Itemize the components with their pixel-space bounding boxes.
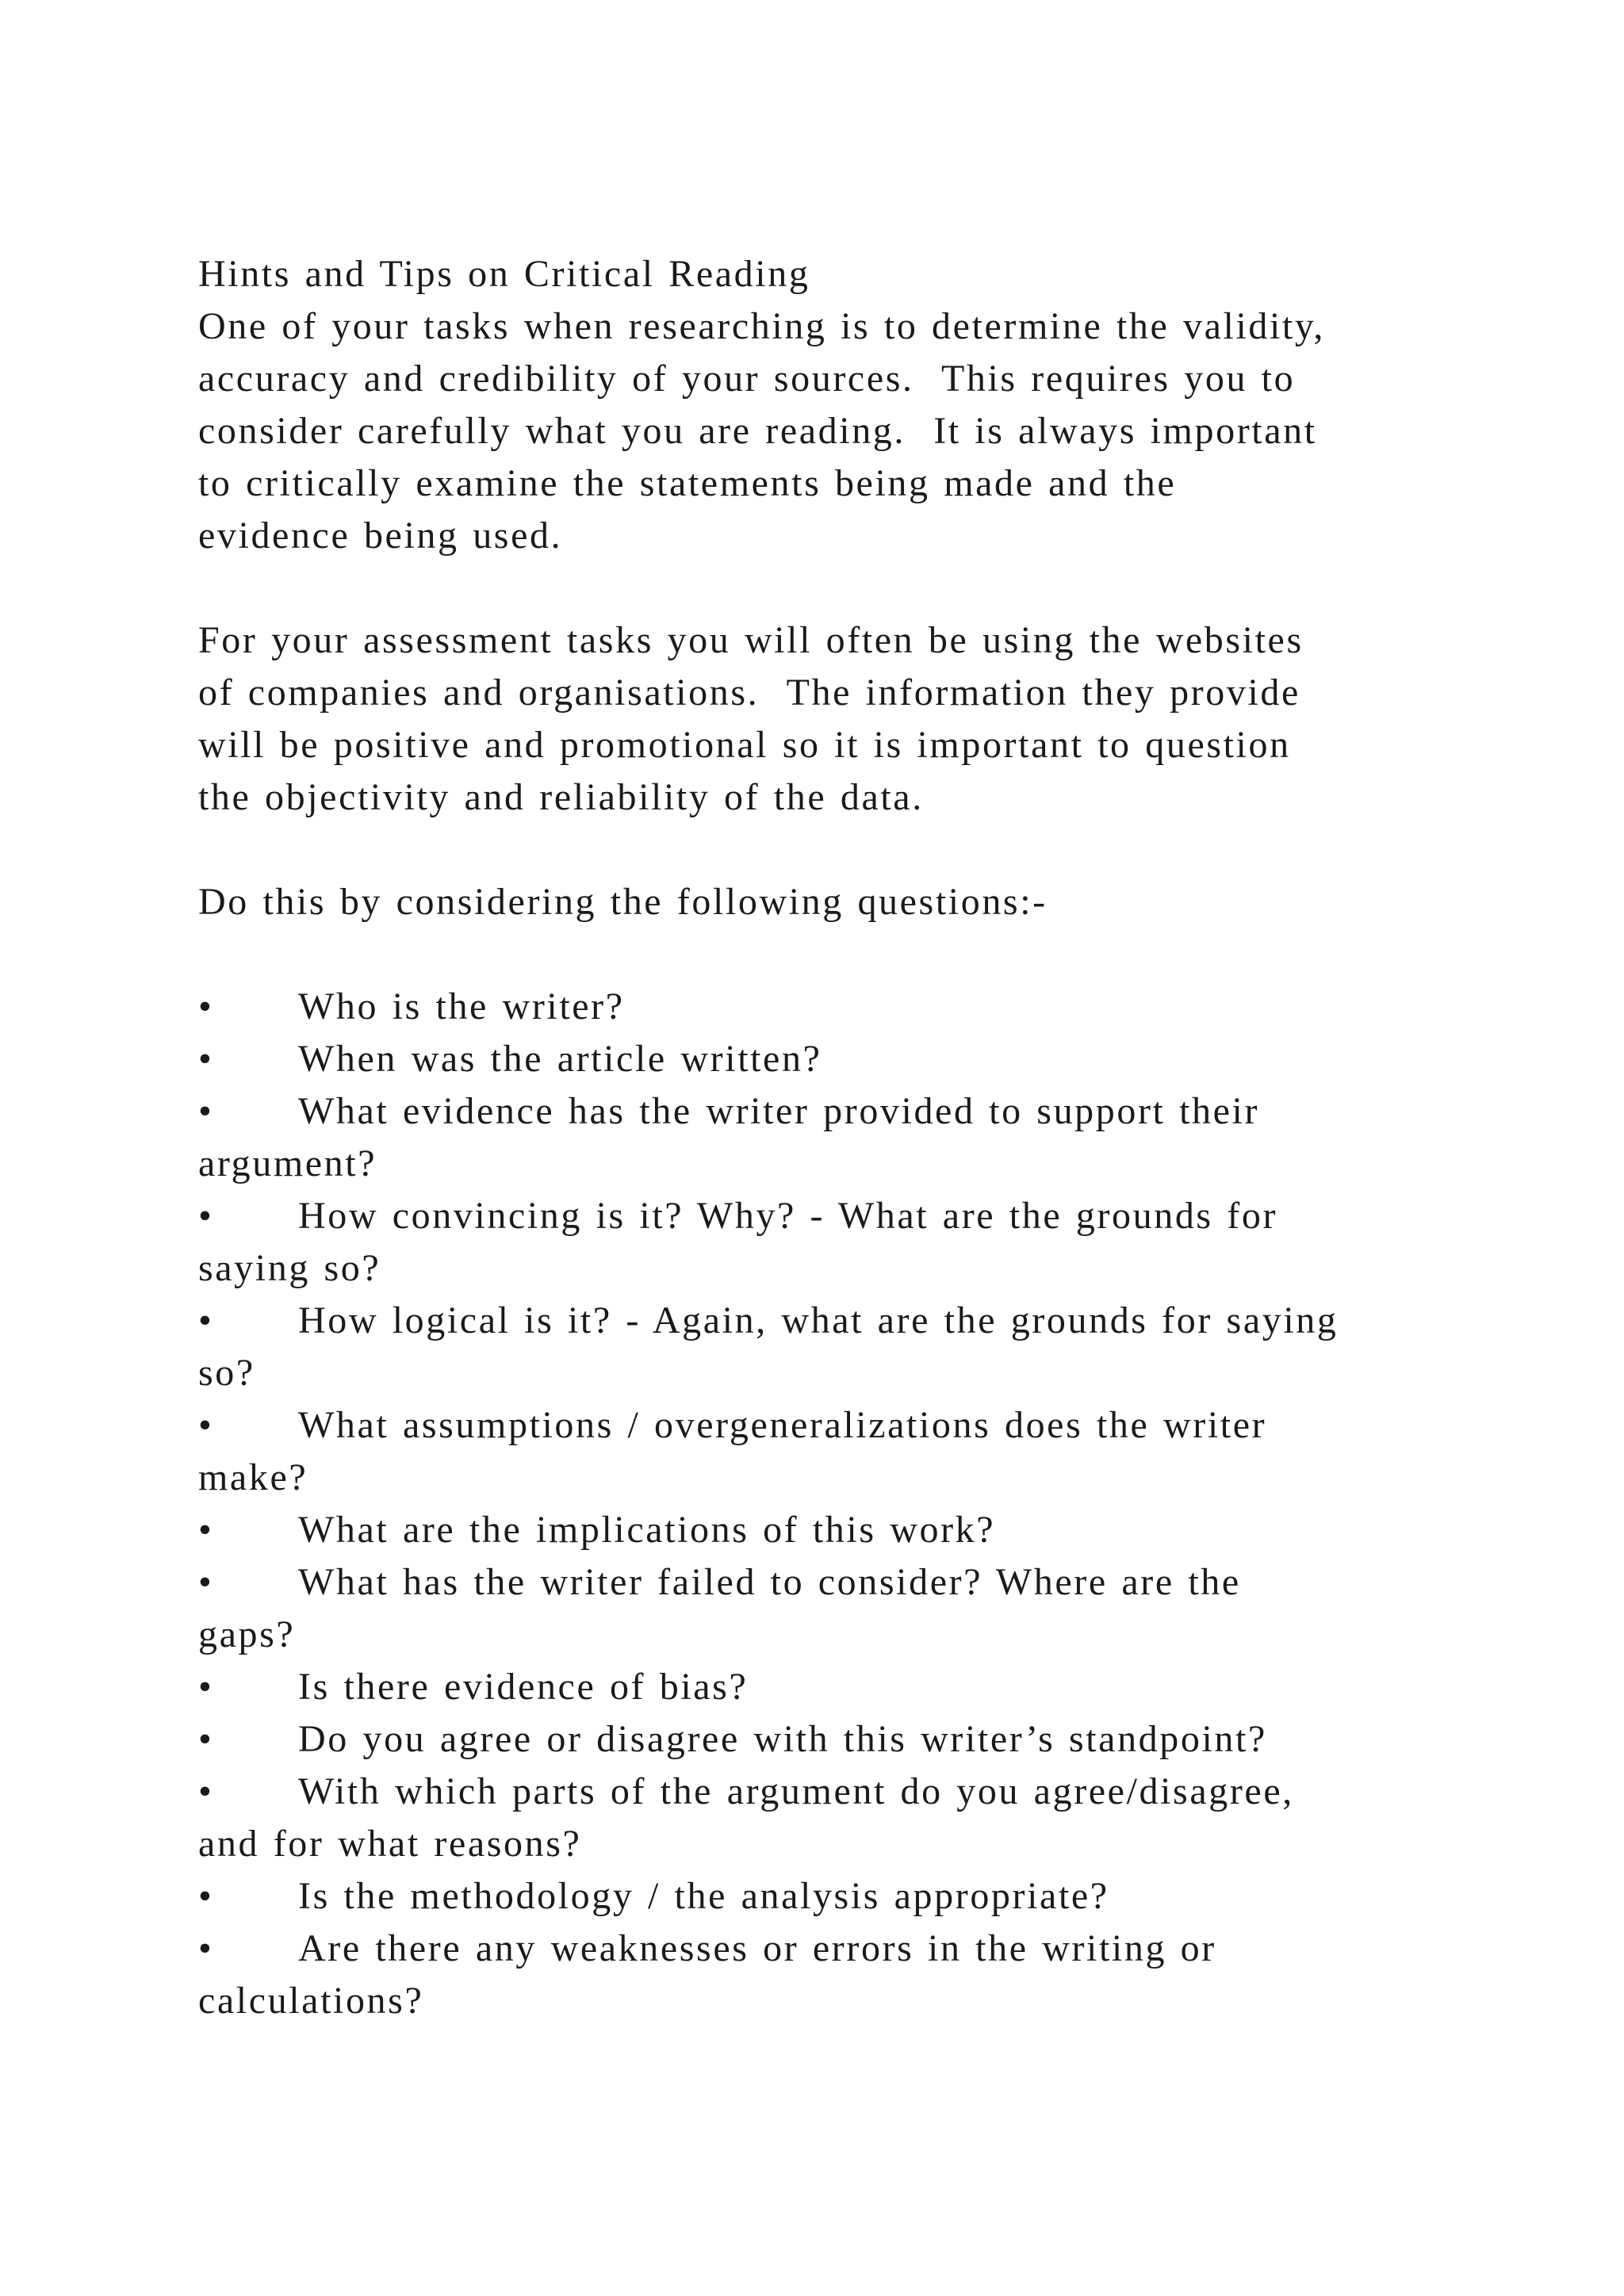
bullet-icon: • [198,985,214,1027]
bullet-icon: • [198,1561,214,1603]
list-item-continuation: gaps? [198,1613,296,1655]
paragraph-line: consider carefully what you are reading. It is always important [198,410,1317,452]
bullet-icon: • [198,1666,214,1708]
paragraph-2 [198,614,1451,824]
bullet-icon: • [198,1875,214,1917]
paragraph-1 [198,300,1451,562]
list-item-continuation: and for what reasons? [198,1823,582,1865]
document-title: Hints and Tips on Critical Reading [198,253,810,295]
bullet-icon: • [198,1038,214,1080]
paragraph-line: evidence being used. [198,515,563,557]
list-item [198,981,1451,1033]
paragraph-line: of companies and organisations. The information they provide [198,672,1300,714]
list-item-text: What are the implications of this work? [298,1509,996,1551]
list-item-line [198,1085,1451,1138]
list-item [198,1033,1451,1085]
paragraph-line: One of your tasks when researching is to determine the validity, [198,305,1325,347]
list-item [198,1766,1451,1870]
list-item-continuation: so? [198,1352,255,1394]
bullet-icon: • [198,1509,214,1551]
list-item [198,1399,1451,1504]
blank-line [198,928,1451,981]
paragraph-line: will be positive and promotional so it is important to question [198,724,1291,766]
list-item-text: What has the writer failed to consider? Where are the [298,1561,1241,1603]
list-item-line [198,1661,1451,1713]
list-item-text: Is there evidence of bias? [298,1666,749,1708]
paragraph-line: the objectivity and reliability of the data. [198,776,924,818]
paragraph-line: accuracy and credibility of your sources. This requires you to [198,358,1296,400]
list-item [198,1504,1451,1556]
questions-list [198,981,1451,2027]
bullet-icon: • [198,1090,214,1132]
document-body [198,248,1451,2027]
paragraph-line: For your assessment tasks you will often be using the websites [198,619,1304,661]
list-item-continuation: argument? [198,1142,377,1184]
list-item-text: What assumptions / overgeneralizations does the writer [298,1404,1267,1446]
bullet-icon: • [198,1718,214,1760]
list-item-line [198,1190,1451,1242]
list-item-text: What evidence has the writer provided to support their [298,1090,1260,1132]
blank-line [198,824,1451,876]
list-item-continuation: make? [198,1456,308,1498]
list-item-line [198,1870,1451,1923]
list-item-text: When was the article written? [298,1038,822,1080]
paragraph-line: to critically examine the statements being made and the [198,462,1177,504]
bullet-icon: • [198,1299,214,1341]
list-item [198,1085,1451,1190]
list-item-line [198,1556,1451,1609]
bullet-icon: • [198,1770,214,1812]
list-item-line [198,1399,1451,1452]
list-item-line [198,1923,1451,1975]
questions-intro: Do this by considering the following questions:- [198,881,1048,923]
list-item-text: Is the methodology / the analysis appropriate? [298,1875,1109,1917]
blank-line [198,562,1451,614]
list-item-line [198,1504,1451,1556]
list-item-line [198,981,1451,1033]
list-item-continuation: calculations? [198,1980,424,2022]
list-item-line [198,1766,1451,1818]
list-item [198,1870,1451,1923]
list-item-line [198,1295,1451,1347]
list-item [198,1556,1451,1661]
list-item-text: How logical is it? - Again, what are the grounds for saying [298,1299,1339,1341]
list-item-line [198,1033,1451,1085]
list-item [198,1661,1451,1713]
list-item [198,1190,1451,1295]
list-item [198,1295,1451,1399]
list-item-text: How convincing is it? Why? - What are the grounds for [298,1195,1278,1237]
bullet-icon: • [198,1927,214,1969]
list-item-text: Who is the writer? [298,985,625,1027]
list-item-text: Do you agree or disagree with this writer’s standpoint? [298,1718,1267,1760]
list-item-line [198,1713,1451,1766]
bullet-icon: • [198,1195,214,1237]
list-item [198,1923,1451,2027]
list-item-text: Are there any weaknesses or errors in the writing or [298,1927,1216,1969]
bullet-icon: • [198,1404,214,1446]
list-item-continuation: saying so? [198,1247,381,1289]
list-item [198,1713,1451,1766]
list-item-text: With which parts of the argument do you agree/disagree, [298,1770,1294,1812]
